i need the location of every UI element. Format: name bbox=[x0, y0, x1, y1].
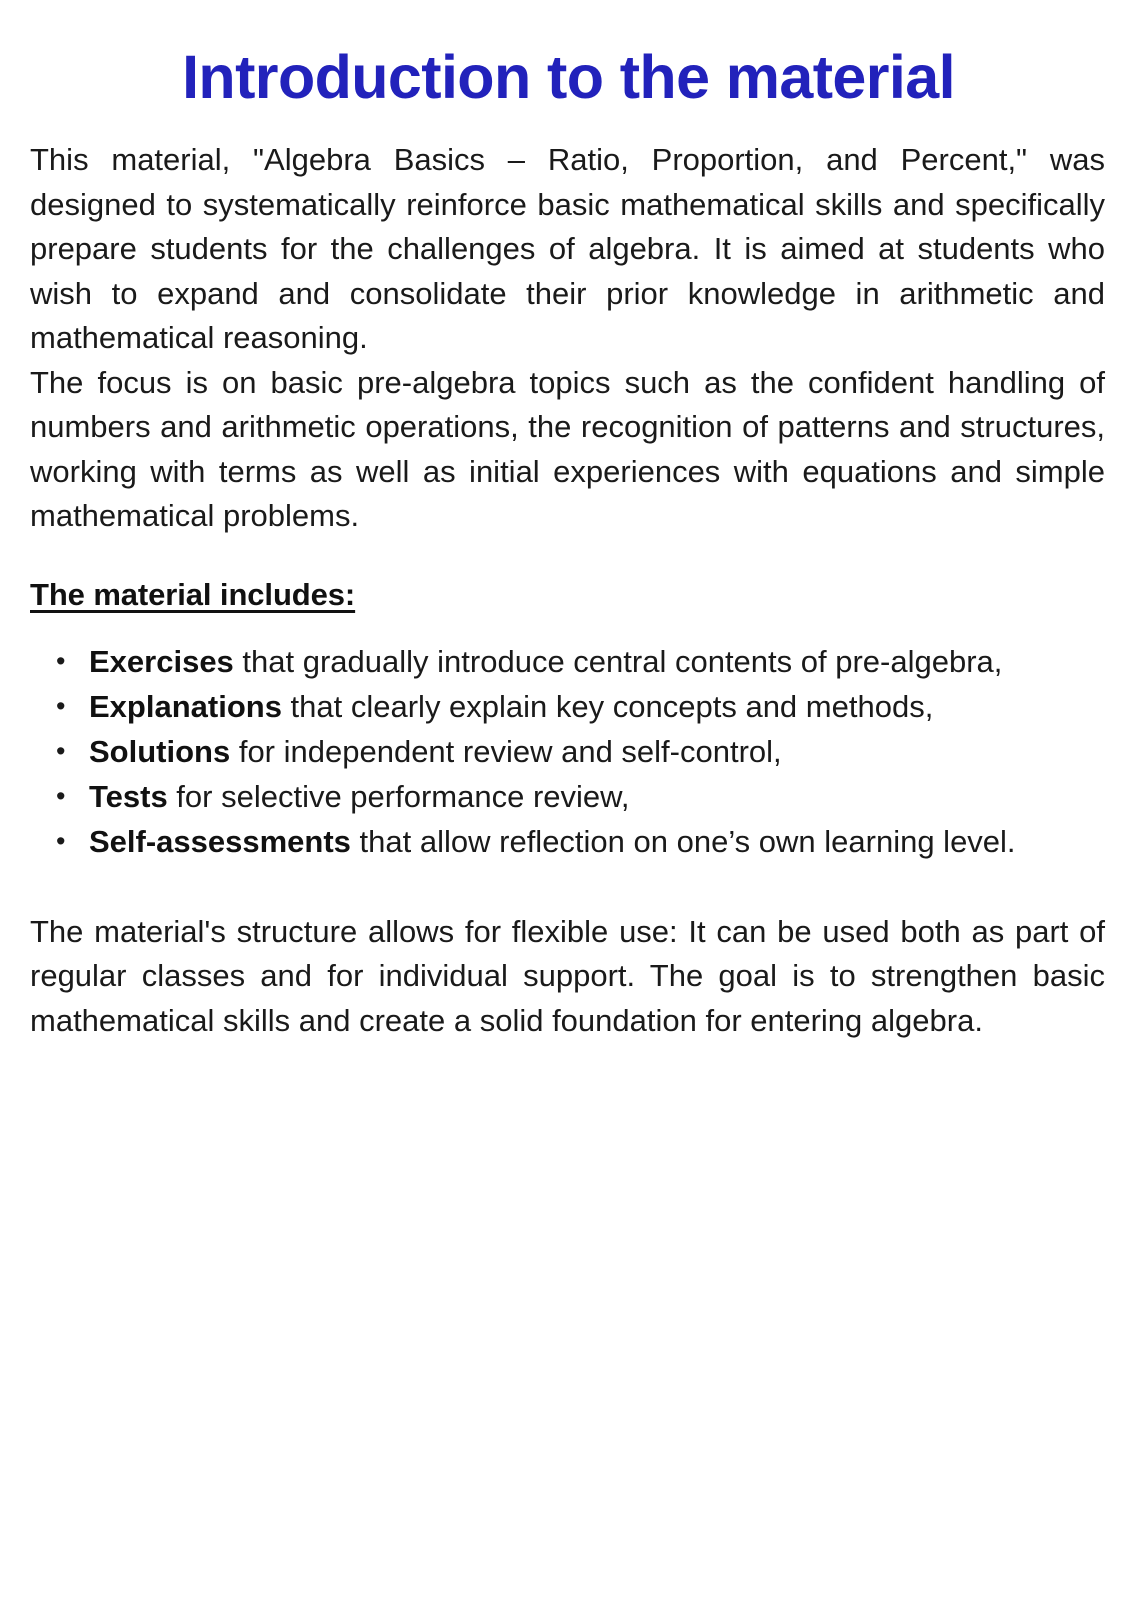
list-item bbox=[52, 729, 1105, 774]
intro-paragraph-2: The focus is on basic pre-algebra topics such as the confident handling of numbers and arithmetic operations, the recognition of patterns and structures, working with terms as well as initial experiences with equations and simple mathematical problems. bbox=[30, 364, 1105, 534]
page-title: Introduction to the material bbox=[182, 43, 955, 111]
spacer-before-heading bbox=[30, 539, 1107, 577]
list-item bbox=[52, 819, 1105, 864]
list-item-lead: Explanations bbox=[89, 688, 282, 724]
list-item-lead: Solutions bbox=[89, 733, 231, 769]
spacer-before-closing bbox=[30, 864, 1107, 910]
list-item-lead: Exercises bbox=[89, 643, 234, 679]
section-heading-row bbox=[30, 577, 1107, 613]
list-item-text: that allow reflection on one’s own learning level. bbox=[350, 823, 1016, 859]
list-item bbox=[52, 684, 1105, 729]
section-heading-material-includes: The material includes: bbox=[30, 576, 356, 612]
list-item bbox=[52, 774, 1105, 819]
list-item-lead: Self-assessments bbox=[89, 823, 351, 859]
list-item bbox=[52, 639, 1105, 684]
spacer-before-list bbox=[30, 613, 1107, 639]
list-item-text: that gradually introduce central contents of pre-algebra, bbox=[233, 643, 1003, 679]
list-item-text: that clearly explain key concepts and methods, bbox=[281, 688, 934, 724]
list-item-lead: Tests bbox=[89, 778, 168, 814]
list-item-text: for selective performance review, bbox=[167, 778, 630, 814]
list-item-text: for independent review and self-control, bbox=[230, 733, 782, 769]
intro-paragraph-1: This material, "Algebra Basics – Ratio, Proportion, and Percent," was designed to systematically reinforce basic mathematical skills and specifically prepare students for the challenges of algebra. It is aimed at students who wish to expand and consolidate their prior knowledge in arithmetic and mathematical reasoning. bbox=[30, 142, 1105, 356]
closing-paragraph: The material's structure allows for flexible use: It can be used both as part of regular classes and for individual support. The goal is to strengthen basic mathematical skills and create a solid foundation for entering algebra. bbox=[30, 913, 1105, 1038]
material-includes-list bbox=[30, 639, 1107, 864]
